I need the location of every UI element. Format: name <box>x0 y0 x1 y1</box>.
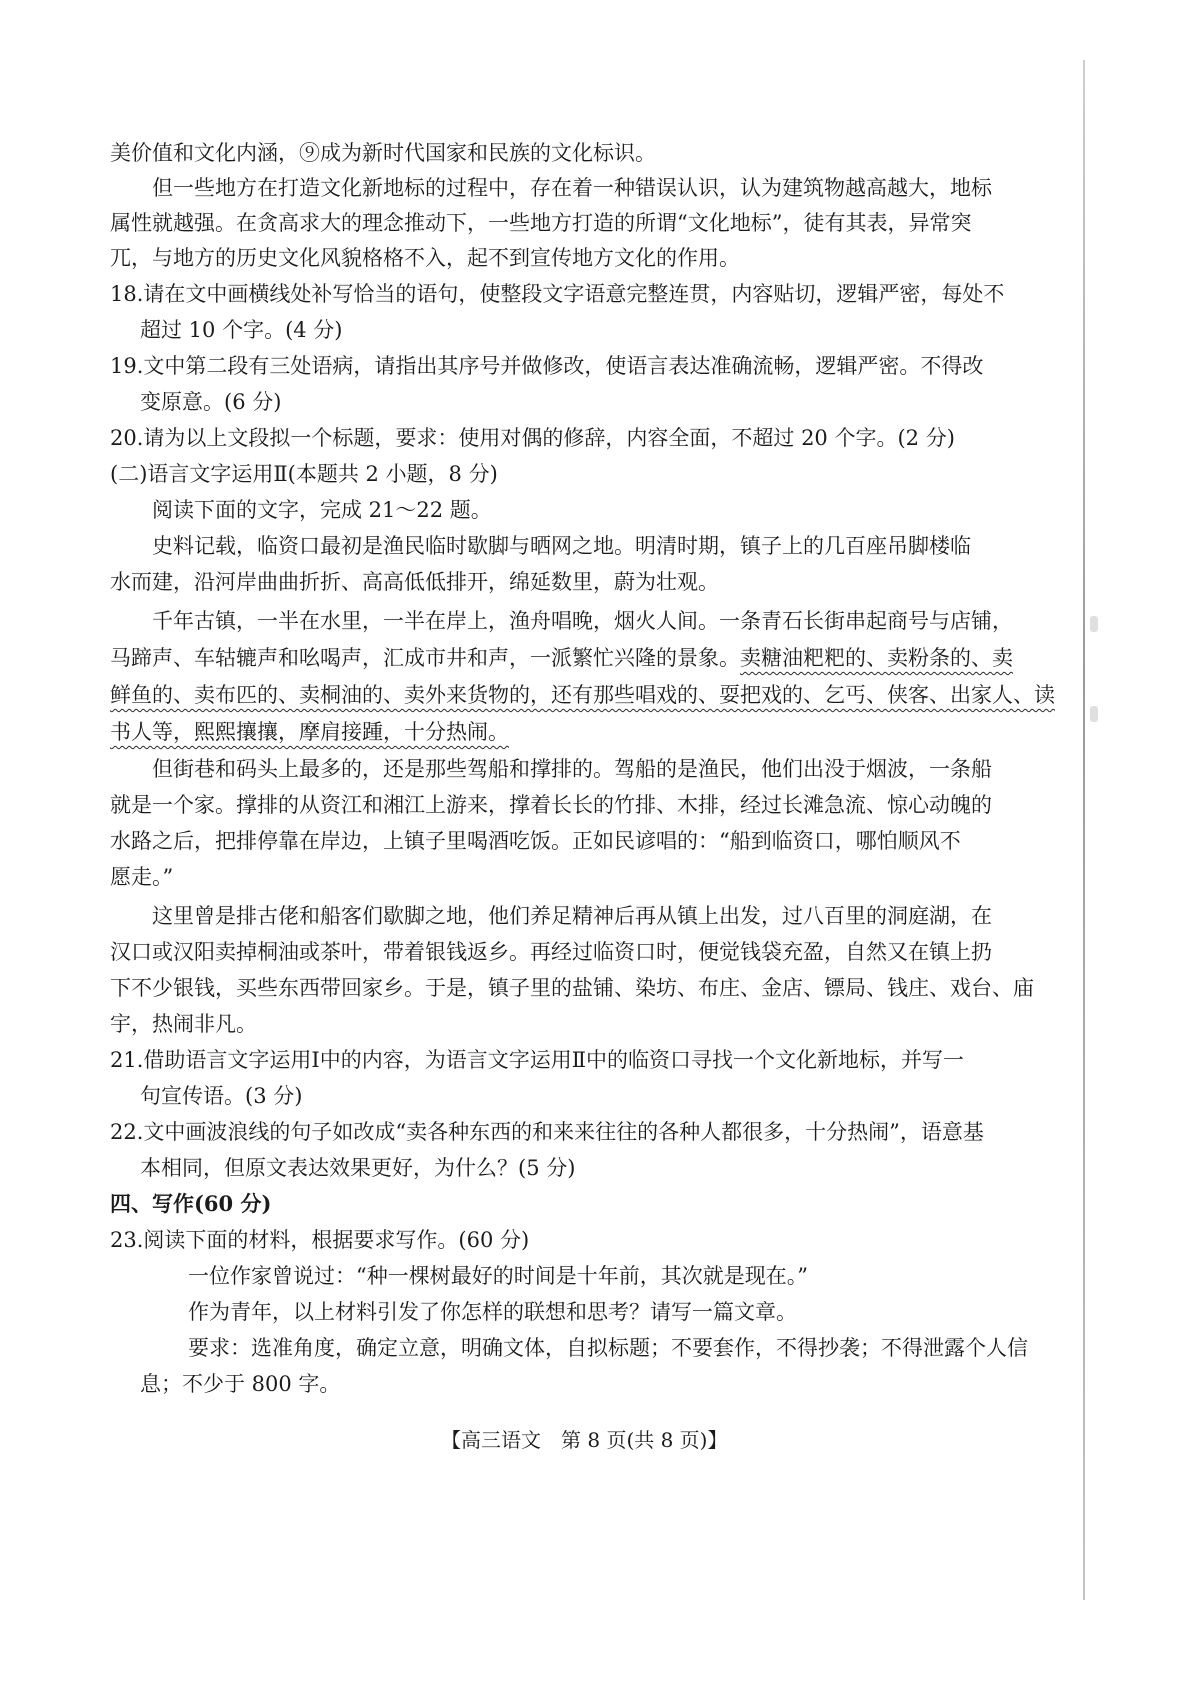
wavy-underlined-sentence: 鲜鱼的、卖布匹的、卖桐油的、卖外来货物的，还有那些唱戏的、耍把戏的、乞丐、侠客、出家人、读 <box>110 683 1055 707</box>
writing-material: 一位作家曾说过：“种一棵树最好的时间是十年前，其次就是现在。” <box>188 1264 808 1288</box>
scan-smudge <box>1090 706 1098 722</box>
passage-line: 愿走。” <box>110 865 174 889</box>
passage-line: 就是一个家。撑排的从资江和湘江上游来，撑着长长的竹排、木排，经过长滩急流、惊心动魄的 <box>110 793 992 817</box>
text-line: 美价值和文化内涵，⑨成为新时代国家和民族的文化标识。 <box>110 141 656 165</box>
text-line: 但一些地方在打造文化新地标的过程中，存在着一种错误认识，认为建筑物越高越大，地标 <box>152 176 992 200</box>
passage-line: 千年古镇，一半在水里，一半在岸上，渔舟唱晚，烟火人间。一条青石长街串起商号与店铺， <box>152 609 1013 633</box>
question-21: 21.借助语言文字运用Ⅰ中的内容，为语言文字运用Ⅱ中的临资口寻找一个文化新地标，并写一 <box>110 1048 964 1072</box>
writing-prompt: 作为青年，以上材料引发了你怎样的联想和思考？请写一篇文章。 <box>188 1300 797 1324</box>
passage-line: 这里曾是排古佬和船客们歇脚之地，他们养足精神后再从镇上出发，过八百里的洞庭湖，在 <box>152 904 992 928</box>
question-22-cont: 本相同，但原文表达效果更好，为什么？(5 分) <box>140 1156 576 1180</box>
question-22: 22.文中画波浪线的句子如改成“卖各种东西的和来来往往的各种人都很多，十分热闹”，语意基 <box>110 1120 984 1144</box>
writing-requirements-cont: 息；不少于 800 字。 <box>140 1372 341 1396</box>
passage-line <box>0 682 1200 708</box>
text-line: 属性就越强。在贪高求大的理念推动下，一些地方打造的所谓“文化地标”，徒有其表，异常突 <box>110 211 972 235</box>
text-line: 兀，与地方的历史文化风貌格格不入，起不到宣传地方文化的作用。 <box>110 246 740 270</box>
question-23: 23.阅读下面的材料，根据要求写作。(60 分) <box>110 1228 530 1252</box>
question-19: 19.文中第二段有三处语病，请指出其序号并做修改，使语言表达准确流畅，逻辑严密。不得改 <box>110 354 984 378</box>
question-21-cont: 句宣传语。(3 分) <box>140 1084 303 1108</box>
passage-line: 水而建，沿河岸曲曲折折、高高低低排开，绵延数里，蔚为壮观。 <box>110 570 719 594</box>
section-heading: (二)语言文字运用Ⅱ(本题共 2 小题，8 分) <box>110 462 498 486</box>
passage-line: 宇，热闹非凡。 <box>110 1012 257 1036</box>
passage-line <box>0 719 1200 745</box>
scan-edge-line <box>1083 60 1085 1600</box>
passage-line <box>0 645 1200 671</box>
wavy-underlined-sentence: 书人等，熙熙攘攘，摩肩接踵，十分热闹。 <box>110 720 509 744</box>
passage-text: 马蹄声、车轱辘声和吆喝声，汇成市井和声，一派繁忙兴隆的景象。 <box>110 646 740 670</box>
page-footer: 【高三语文 第 8 页(共 8 页)】 <box>441 1428 728 1452</box>
writing-requirements: 要求：选准角度，确定立意，明确文体，自拟标题；不要套作，不得抄袭；不得泄露个人信 <box>188 1336 1028 1360</box>
passage-line: 水路之后，把排停靠在岸边，上镇子里喝酒吃饭。正如民谚唱的：“船到临资口，哪怕顺风不 <box>110 829 961 853</box>
passage-line: 但街巷和码头上最多的，还是那些驾船和撑排的。驾船的是渔民，他们出没于烟波，一条船 <box>152 757 992 781</box>
passage-line: 下不少银钱，买些东西带回家乡。于是，镇子里的盐铺、染坊、布庄、金店、镖局、钱庄、戏台、庙 <box>110 976 1034 1000</box>
question-18: 18.请在文中画横线处补写恰当的语句，使整段文字语意完整连贯，内容贴切，逻辑严密，每处不 <box>110 282 1005 306</box>
question-18-cont: 超过 10 个字。(4 分) <box>140 318 343 342</box>
wavy-underlined-sentence: 卖糖油粑粑的、卖粉条的、卖 <box>740 646 1013 670</box>
passage-line: 史料记载，临资口最初是渔民临时歇脚与晒网之地。明清时期，镇子上的几百座吊脚楼临 <box>152 534 971 558</box>
instruction: 阅读下面的文字，完成 21～22 题。 <box>152 498 492 522</box>
writing-section-heading: 四、写作(60 分) <box>110 1191 272 1216</box>
question-20: 20.请为以上文段拟一个标题，要求：使用对偶的修辞，内容全面，不超过 20 个字。(2 分) <box>110 426 955 450</box>
scan-smudge <box>1090 616 1098 632</box>
question-19-cont: 变原意。(6 分) <box>140 390 282 414</box>
passage-line: 汉口或汉阳卖掉桐油或茶叶，带着银钱返乡。再经过临资口时，便觉钱袋充盈，自然又在镇上扔 <box>110 940 992 964</box>
